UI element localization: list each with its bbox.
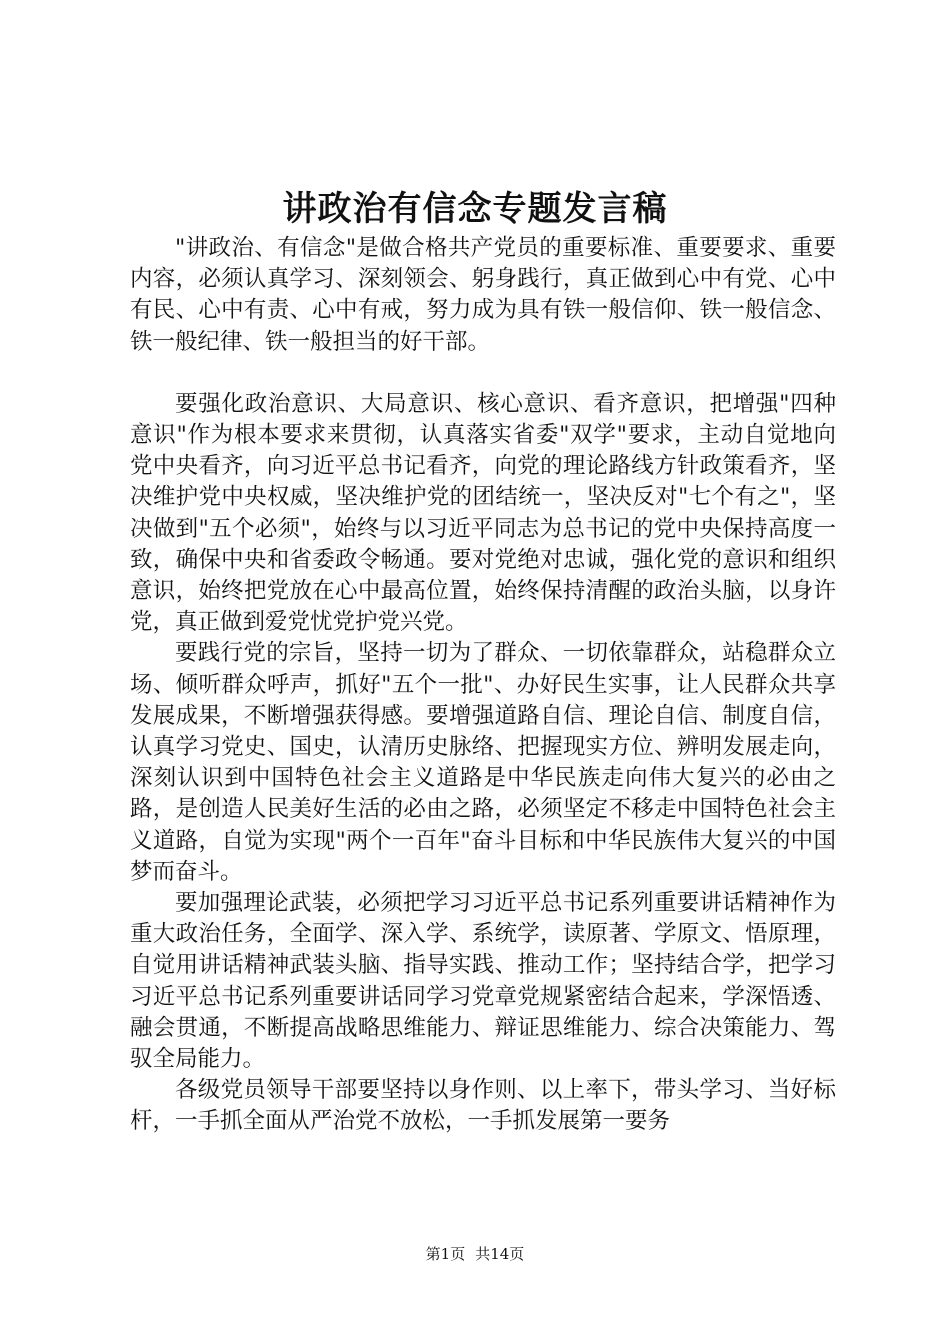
document-title: 讲政治有信念专题发言稿 xyxy=(282,189,668,229)
page-total: 共14页 xyxy=(475,1245,525,1263)
page-number: 第1页 xyxy=(425,1245,466,1263)
paragraph-intro: "讲政治、有信念"是做合格共产党员的重要标准、重要要求、重要内容，必须认真学习、深刻领会、躬身践行，真正做到心中有党、心中有民、心中有责、心中有戒，努力成为具有铁一般信仰、铁一般信念、铁一般纪律、铁一般担当的好干部。 xyxy=(130,235,836,355)
page-footer xyxy=(0,1244,950,1264)
document-body xyxy=(130,233,836,1138)
paragraph-leaders-example: 各级党员领导干部要坚持以身作则、以上率下，带头学习、当好标杆，一手抓全面从严治党不放松，一手抓发展第一要务 xyxy=(130,1077,836,1135)
paragraph-theory-study: 要加强理论武装，必须把学习习近平总书记系列重要讲话精神作为重大政治任务，全面学、深入学、系统学，读原著、学原文、悟原理，自觉用讲话精神武装头脑、指导实践、推动工作；坚持结合学，把学习习近平总书记系列重要讲话同学习党章党规紧密结合起来，学深悟透、融会贯通，不断提高战略思维能力、辩证思维能力、综合决策能力、驾驭全局能力。 xyxy=(130,890,836,1073)
paragraph-party-purpose: 要践行党的宗旨，坚持一切为了群众、一切依靠群众，站稳群众立场、倾听群众呼声，抓好"五个一批"、办好民生实事，让人民群众共享发展成果，不断增强获得感。要增强道路自信、理论自信、制度自信，认真学习党史、国史，认清历史脉络、把握现实方位、辨明发展走向，深刻认识到中国特色社会主义道路是中华民族走向伟大复兴的必由之路，是创造人民美好生活的必由之路，必须坚定不移走中国特色社会主义道路，自觉为实现"两个一百年"奋斗目标和中华民族伟大复兴的中国梦而奋斗。 xyxy=(130,640,836,885)
paragraph-political-awareness: 要强化政治意识、大局意识、核心意识、看齐意识，把增强"四种意识"作为根本要求来贯彻，认真落实省委"双学"要求，主动自觉地向党中央看齐，向习近平总书记看齐，向党的理论路线方针政策看齐，坚决维护党中央权威，坚决维护党的团结统一，坚决反对"七个有之"，坚决做到"五个必须"，始终与以习近平同志为总书记的党中央保持高度一致，确保中央和省委政令畅通。要对党绝对忠诚，强化党的意识和组织意识，始终把党放在心中最高位置，始终保持清醒的政治头脑，以身许党，真正做到爱党忧党护党兴党。 xyxy=(130,390,836,636)
